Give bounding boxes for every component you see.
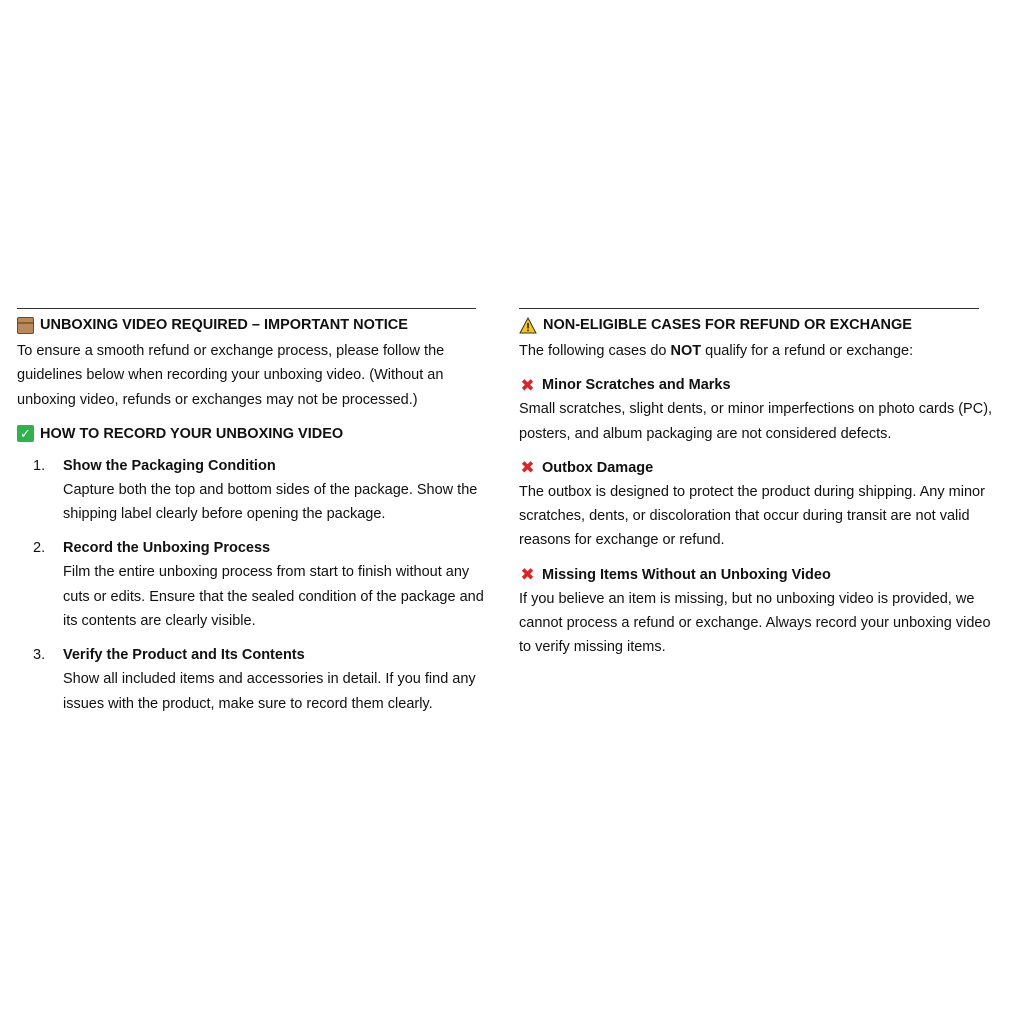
intro-text	[519, 339, 997, 363]
howto-title: HOW TO RECORD YOUR UNBOXING VIDEO	[40, 425, 344, 442]
notice-heading	[17, 315, 487, 335]
case-item	[519, 373, 997, 446]
non-eligible-title: NON-ELIGIBLE CASES FOR REFUND OR EXCHANGE	[543, 317, 912, 333]
case-title: Missing Items Without an Unboxing Video	[542, 566, 831, 583]
step-number: 1.	[33, 457, 46, 474]
step-title: Show the Packaging Condition	[63, 457, 276, 474]
unboxing-notice-section	[17, 308, 487, 716]
case-desc: Small scratches, slight dents, or minor imperfections on photo cards (PC), posters, and album packaging are not considered defects.	[519, 401, 993, 442]
case-item	[519, 456, 997, 553]
steps-list	[17, 454, 487, 716]
cross-icon: ✖	[520, 565, 535, 585]
notice-text: To ensure a smooth refund or exchange process, please follow the guidelines below when recording your unboxing video. (Without an unboxing video, refunds or exchanges may not be processed.)	[17, 343, 445, 408]
non-eligible-section	[519, 308, 997, 660]
case-title: Outbox Damage	[542, 459, 654, 476]
intro-after: qualify for a refund or exchange:	[701, 343, 914, 359]
case-desc: The outbox is designed to protect the product during shipping. Any minor scratches, dents, or discoloration that occur during transit are not valid reasons for exchange or refund.	[519, 483, 985, 549]
notice-title: UNBOXING VIDEO REQUIRED – IMPORTANT NOTICE	[40, 317, 408, 333]
step-title: Verify the Product and Its Contents	[63, 647, 305, 664]
case-title: Minor Scratches and Marks	[542, 377, 731, 394]
step-item	[17, 536, 487, 633]
case-desc: If you believe an item is missing, but no unboxing video is provided, we cannot process a refund or exchange. Always record your unboxing video to verify missing items.	[519, 590, 991, 656]
intro-before: The following cases do	[519, 343, 671, 359]
warning-icon	[519, 317, 537, 334]
step-item	[17, 643, 487, 716]
cross-icon: ✖	[520, 375, 535, 395]
step-desc: Capture both the top and bottom sides of the package. Show the shipping label clearly before opening the package.	[63, 481, 478, 523]
step-desc: Show all included items and accessories in detail. If you find any issues with the product, make sure to record them clearly.	[63, 671, 476, 712]
divider	[519, 308, 979, 309]
case-item	[519, 563, 997, 660]
check-icon: ✓	[17, 425, 34, 442]
step-desc: Film the entire unboxing process from start to finish without any cuts or edits. Ensure that the sealed condition of the package and its contents are clearly visible.	[63, 564, 484, 630]
howto-heading	[17, 424, 487, 444]
step-title: Record the Unboxing Process	[63, 540, 271, 557]
intro-bold: NOT	[670, 343, 702, 359]
package-icon	[17, 317, 34, 334]
step-number: 3.	[33, 647, 46, 664]
cross-icon: ✖	[520, 458, 535, 478]
step-number: 2.	[33, 540, 46, 557]
non-eligible-heading	[519, 315, 997, 335]
step-item	[17, 454, 487, 527]
divider	[17, 308, 476, 309]
